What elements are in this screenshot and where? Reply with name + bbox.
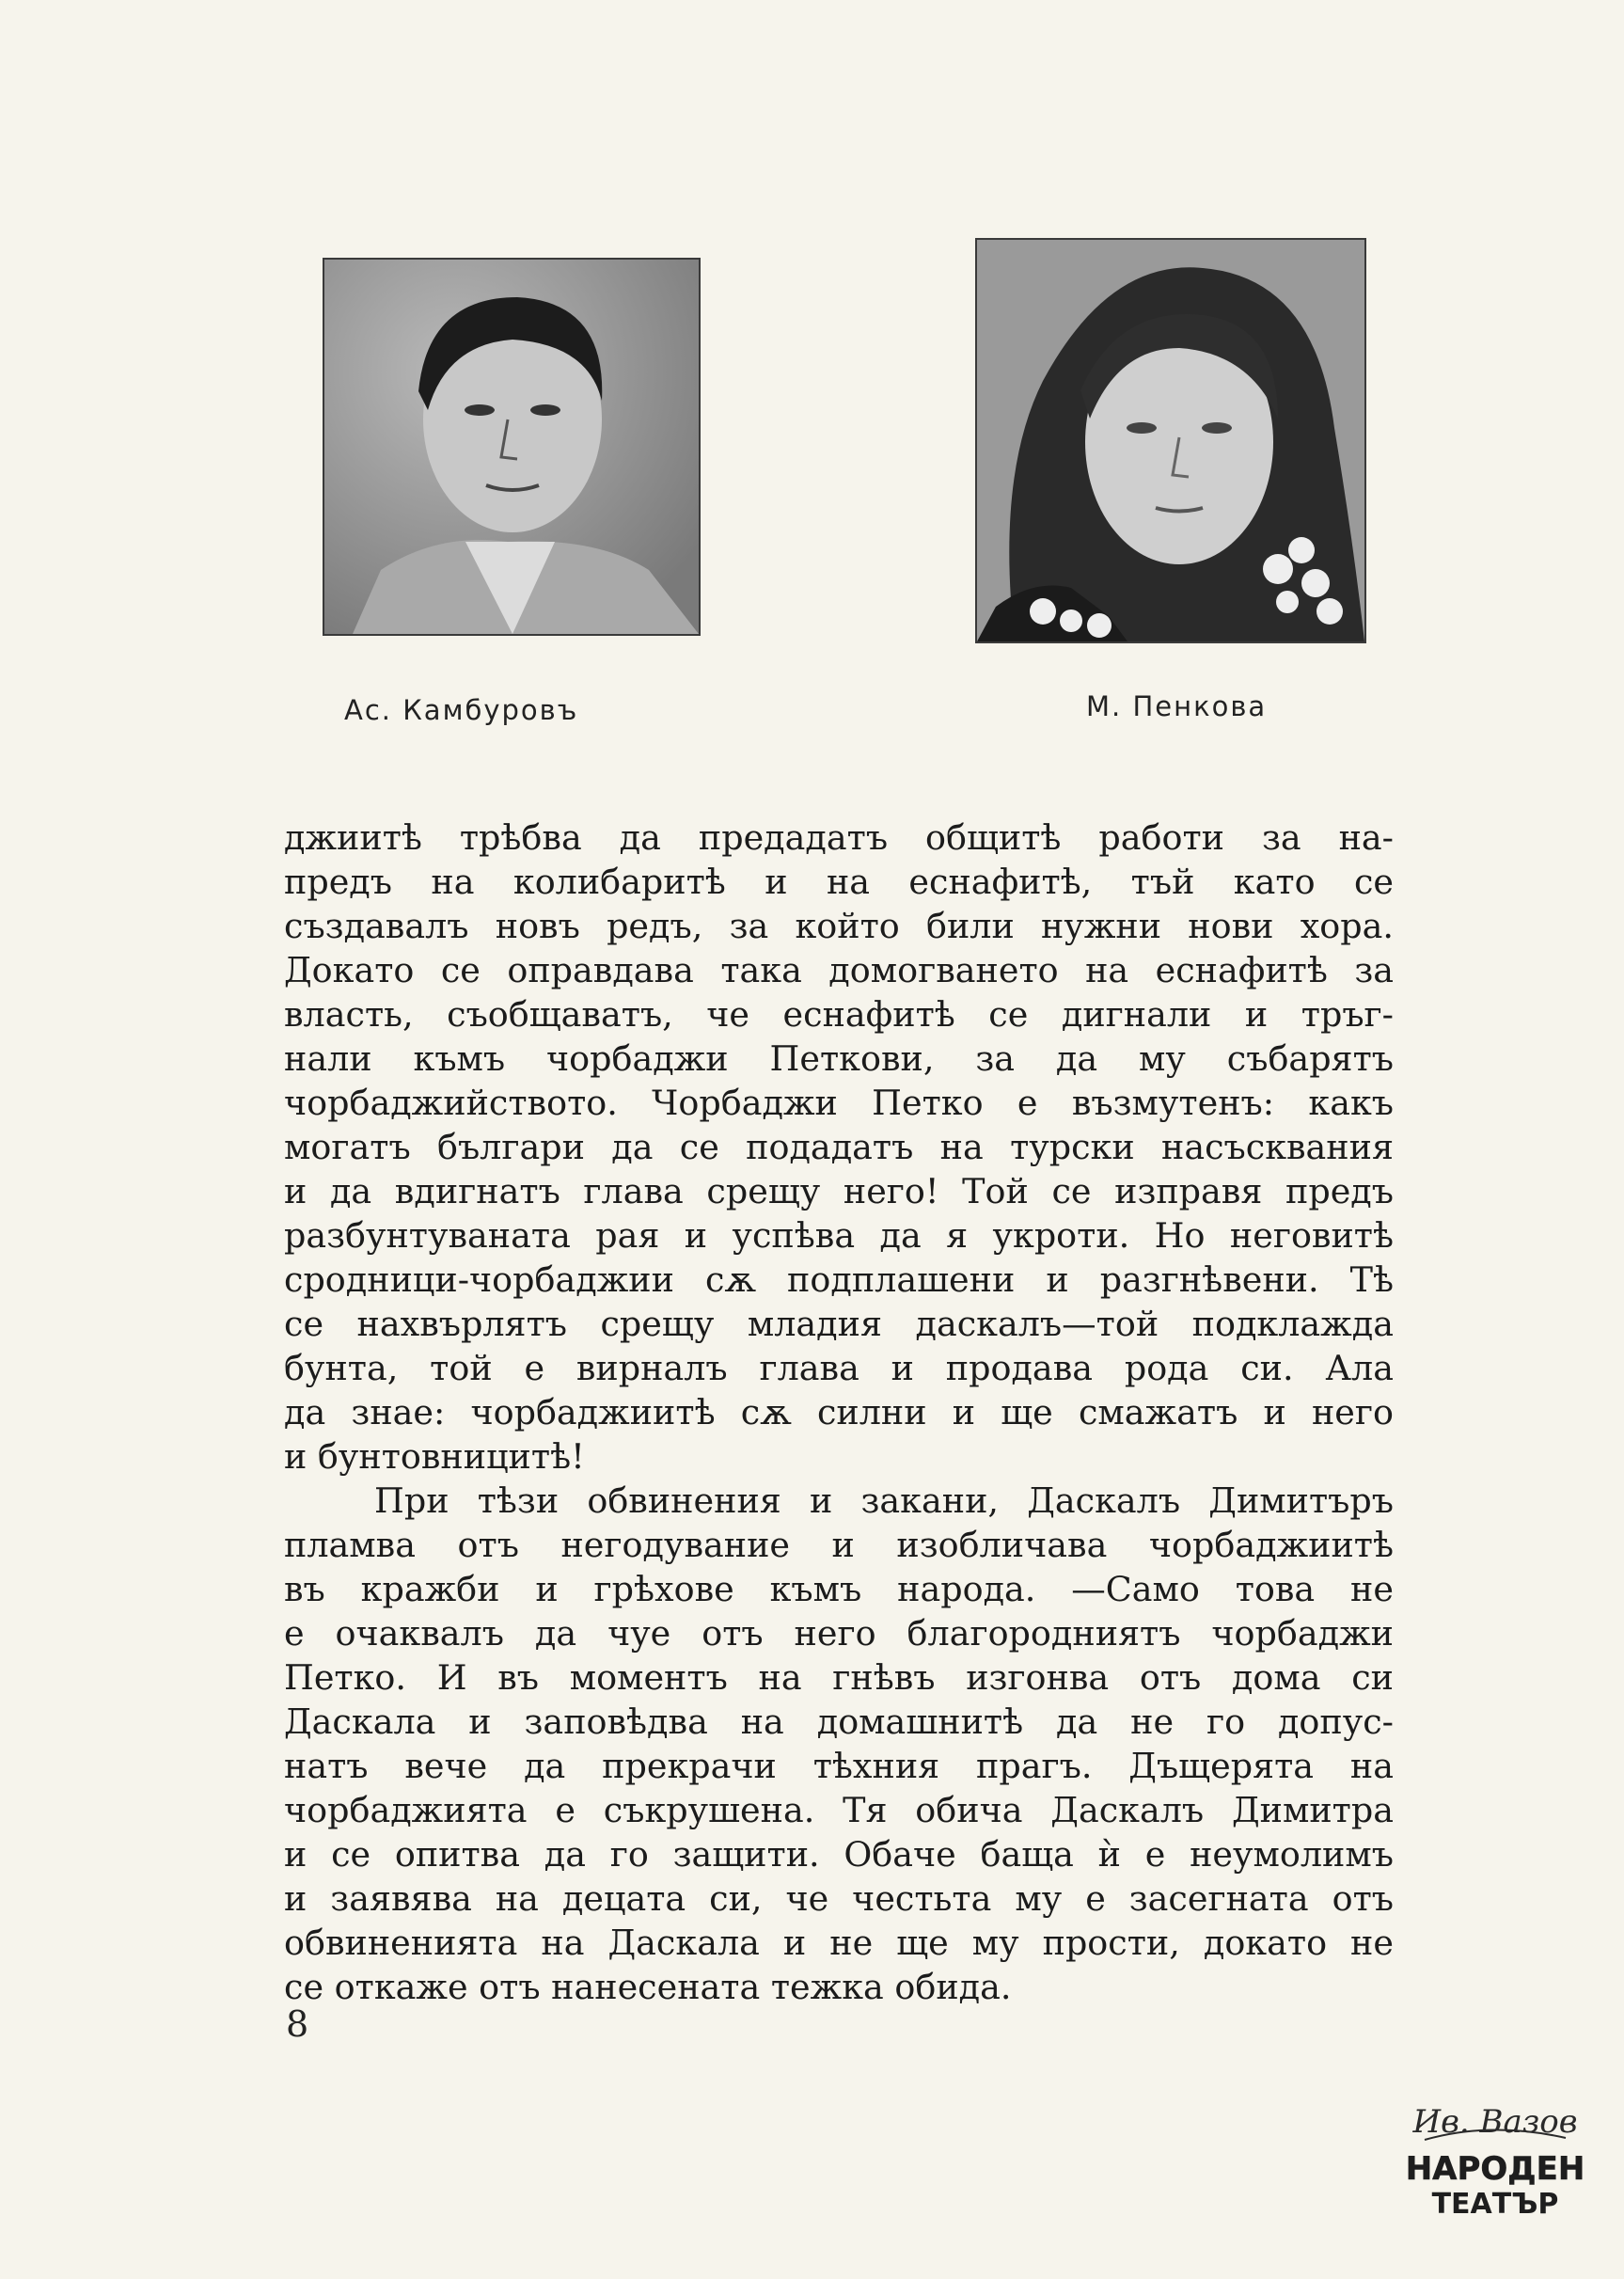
text-line: въ кражби и грѣхове къмъ народа. —Само това не	[284, 1569, 1394, 1609]
text-line: създавалъ новъ редъ, за който били нужни нови хора.	[284, 906, 1394, 946]
logo-signature: Ив. Вазов	[1412, 2103, 1578, 2141]
text-line: Петко. И въ моментъ на гнѣвъ изгонва отъ дома си	[284, 1657, 1394, 1698]
photo-caption-left: Ас. Камбуровъ	[344, 694, 579, 726]
paragraph-1	[284, 815, 1394, 1479]
text-line: Даскала и заповѣдва на домашнитѣ да не го допус-	[284, 1701, 1394, 1742]
text-line: джиитѣ трѣбва да предадатъ общитѣ работи за на-	[284, 817, 1394, 858]
text-line: да знае: чорбаджиитѣ сѫ силни и ще смажатъ и него	[284, 1392, 1394, 1432]
text-line: бунта, той е вирналъ глава и продава рода си. Ала	[284, 1348, 1394, 1388]
text-line: могатъ българи да се подадатъ на турски насъсквания	[284, 1127, 1394, 1167]
photo-caption-right: М. Пенкова	[1086, 690, 1268, 722]
text-line: предъ на колибаритѣ и на еснафитѣ, тъй като се	[284, 862, 1394, 902]
paragraph-2	[284, 1479, 1394, 2009]
text-line: се откаже отъ нанесената тежка обида.	[284, 1967, 1012, 2007]
text-line: и да вдигнатъ глава срещу него! Той се изправя предъ	[284, 1171, 1394, 1211]
text-line: обвиненията на Даскала и не ще му прости, докато не	[284, 1923, 1394, 1963]
body-text	[284, 815, 1394, 2009]
text-line: се нахвърлятъ срещу младия даскалъ—той подклажда	[284, 1304, 1394, 1344]
text-line: и заявява на децата си, че честьта му е засегната отъ	[284, 1878, 1394, 1919]
text-line: е очаквалъ да чуе отъ него благородниятъ чорбаджи	[284, 1613, 1394, 1654]
text-line: При тѣзи обвинения и закани, Даскалъ Димитъръ	[374, 1480, 1394, 1521]
text-line: нали къмъ чорбаджи Петкови, за да му събарятъ	[284, 1038, 1394, 1079]
text-line: и бунтовницитѣ!	[284, 1436, 585, 1477]
portrait-photo-right	[975, 238, 1366, 643]
text-line: пламва отъ негодувание и изобличава чорбаджиитѣ	[284, 1525, 1394, 1565]
text-line: натъ вече да прекрачи тѣхния прагъ. Дъщерята на	[284, 1746, 1394, 1786]
text-line: сродници-чорбаджии сѫ подплашени и разгнѣвени. Тѣ	[284, 1259, 1394, 1300]
text-line: и се опитва да го защити. Обаче баща ѝ е неумолимъ	[284, 1834, 1394, 1875]
logo-line-1: НАРОДЕН	[1405, 2150, 1585, 2188]
portrait-photo-left	[323, 258, 701, 636]
text-line: чорбаджията е съкрушена. Тя обича Даскалъ Димитра	[284, 1790, 1394, 1830]
text-line: Докато се оправдава така домогването на еснафитѣ за	[284, 950, 1394, 990]
page-number: 8	[286, 2003, 309, 2045]
text-line: разбунтуваната рая и успѣва да я укроти. Но неговитѣ	[284, 1215, 1394, 1256]
text-line: чорбаджийството. Чорбаджи Петко е възмутенъ: какъ	[284, 1083, 1394, 1123]
text-line: власть, съобщаватъ, че еснафитѣ се дигнали и тръг-	[284, 994, 1394, 1035]
national-theatre-logo	[1405, 2093, 1585, 2229]
logo-line-2: ТЕАТЪР	[1431, 2188, 1559, 2221]
